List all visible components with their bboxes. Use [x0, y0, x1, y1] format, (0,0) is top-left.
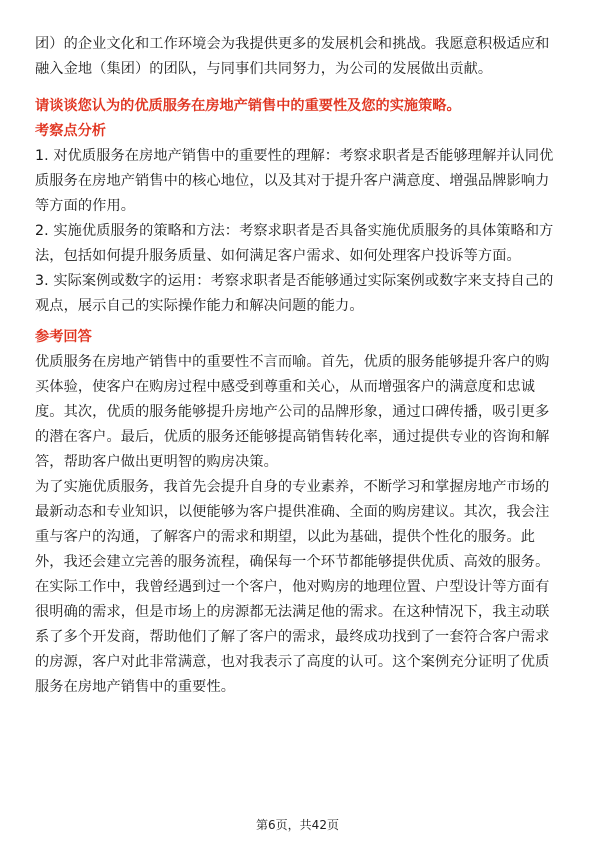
text-line: 1. 对优质服务在房地产销售中的重要性的理解：考察求职者是否能够理解并认同优 — [35, 148, 554, 164]
answer-paragraph — [35, 475, 560, 700]
text-line: 很明确的需求，但是市场上的房源都无法满足他的需求。在这种情况下，我主动联 — [35, 604, 550, 620]
text-line: 为了实施优质服务，我首先会提升自身的专业素养，不断学习和掌握房地产市场的 — [35, 479, 550, 495]
question-title: 请谈谈您认为的优质服务在房地产销售中的重要性及您的实施策略。 — [35, 98, 461, 114]
text-line: 法，包括如何提升服务质量、如何满足客户需求、如何处理客户投诉等方面。 — [35, 248, 521, 264]
intro-line: 融入金地（集团）的团队，与同事们共同努力，为公司的发展做出贡献。 — [35, 61, 493, 77]
text-line: 的房源，客户对此非常满意，也对我表示了高度的认可。这个案例充分证明了优质 — [35, 654, 550, 670]
answer-heading: 参考回答 — [35, 329, 92, 345]
answer-paragraph — [35, 350, 560, 475]
text-line: 服务在房地产销售中的重要性。 — [35, 679, 236, 695]
text-line: 2. 实施优质服务的策略和方法：考察求职者是否具备实施优质服务的具体策略和方 — [35, 223, 554, 239]
document-page — [35, 32, 560, 700]
text-line: 优质服务在房地产销售中的重要性不言而喻。首先，优质的服务能够提升客户的购 — [35, 354, 550, 370]
text-line: 观点，展示自己的实际操作能力和解决问题的能力。 — [35, 298, 364, 314]
analysis-heading: 考察点分析 — [35, 123, 106, 139]
text-line: 等方面的作用。 — [35, 198, 136, 214]
intro-paragraph — [35, 32, 560, 82]
text-line: 度。其次，优质的服务能够提升房地产公司的品牌形象，通过口碑传播，吸引更多 — [35, 404, 550, 420]
text-line: 系了多个开发商，帮助他们了解了客户的需求，最终成功找到了一套符合客户需求 — [35, 629, 550, 645]
text-line: 在实际工作中，我曾经遇到过一个客户，他对购房的地理位置、户型设计等方面有 — [35, 579, 550, 595]
analysis-item — [35, 219, 560, 269]
text-line: 重与客户的沟通，了解客户的需求和期望，以此为基础，提供个性化的服务。此 — [35, 529, 536, 545]
intro-line: 团）的企业文化和工作环境会为我提供更多的发展机会和挑战。我愿意积极适应和 — [35, 36, 550, 52]
text-line: 3. 实际案例或数字的运用：考察求职者是否能够通过实际案例或数字来支持自己的 — [35, 273, 554, 289]
text-line: 的潜在客户。最后，优质的服务还能够提高销售转化率，通过提供专业的咨询和解 — [35, 429, 550, 445]
text-line: 外，我还会建立完善的服务流程，确保每一个环节都能够提供优质、高效的服务。 — [35, 554, 550, 570]
text-line: 最新动态和专业知识，以便能够为客户提供准确、全面的购房建议。其次，我会注 — [35, 504, 550, 520]
page-number: 第6页，共42页 — [256, 818, 339, 832]
text-line: 买体验，使客户在购房过程中感受到尊重和关心，从而增强客户的满意度和忠诚 — [35, 379, 536, 395]
analysis-item — [35, 144, 560, 219]
answer-body — [35, 350, 560, 700]
analysis-list — [35, 144, 560, 319]
text-line: 答，帮助客户做出更明智的购房决策。 — [35, 454, 278, 470]
text-line: 质服务在房地产销售中的核心地位，以及其对于提升客户满意度、增强品牌影响力 — [35, 173, 550, 189]
analysis-item — [35, 269, 560, 319]
